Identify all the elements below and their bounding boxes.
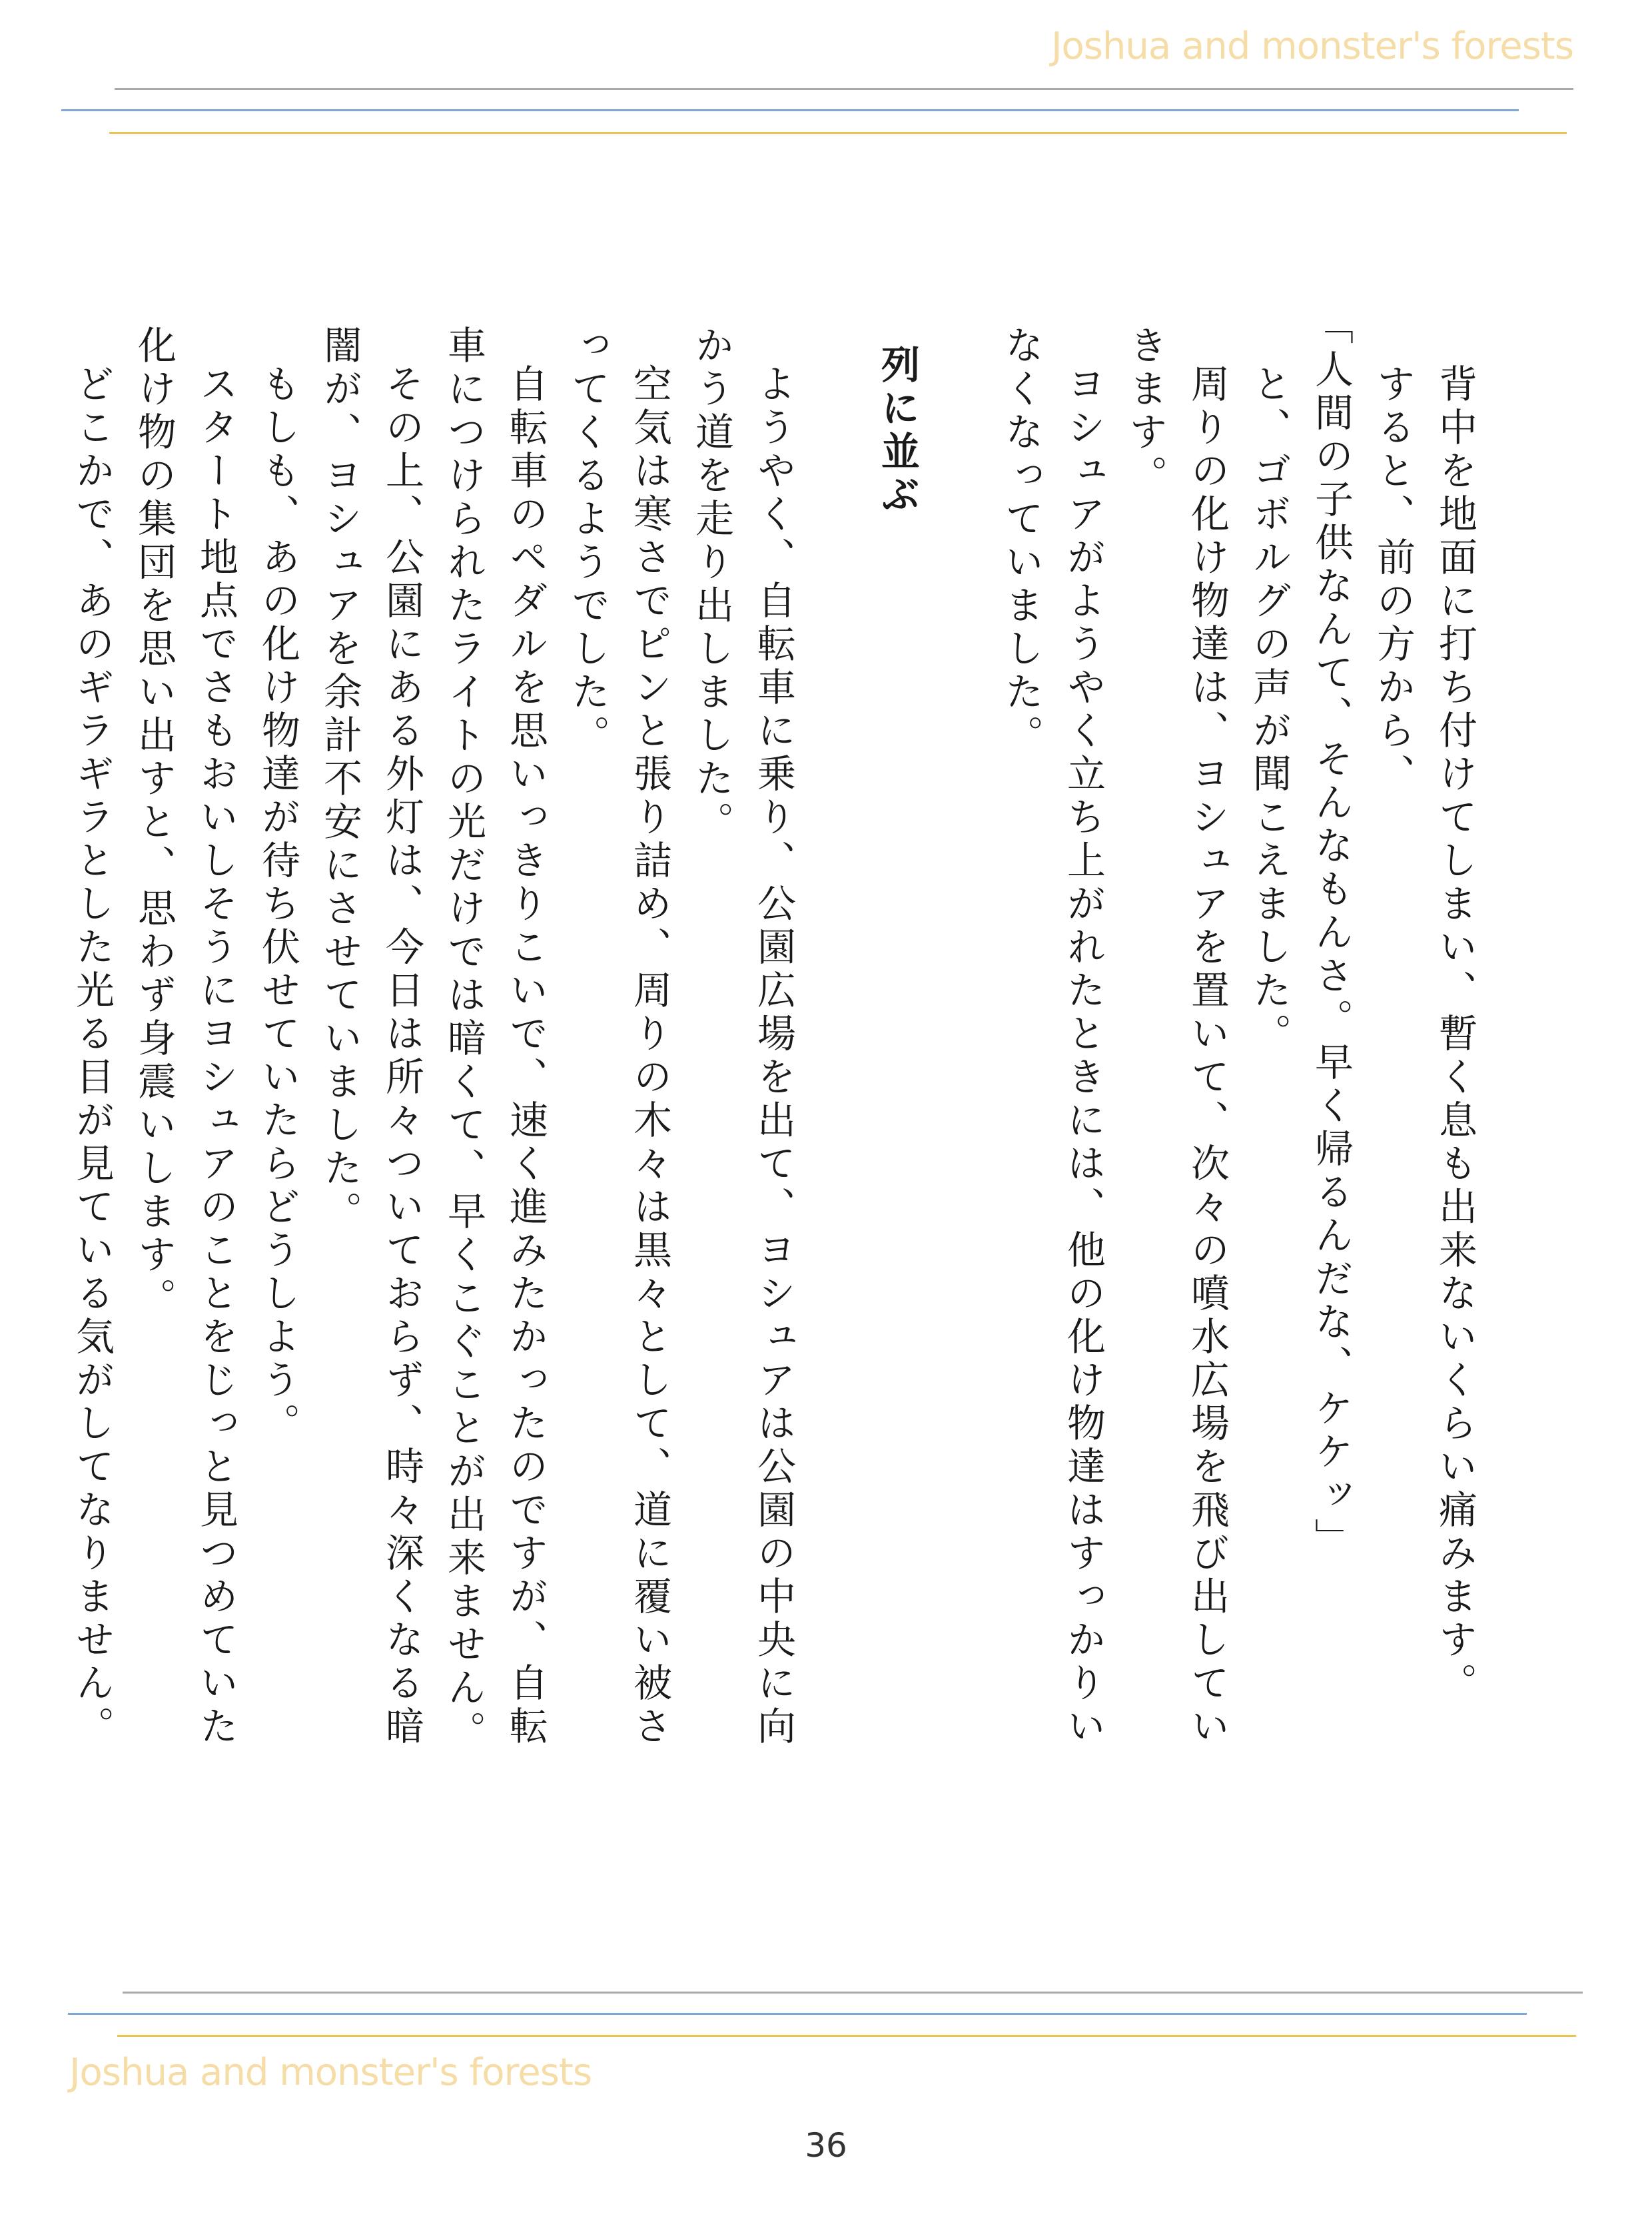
paragraph: と、ゴボルグの声が聞こえました。 xyxy=(1246,364,1292,1056)
paragraph: どこかで、あのギラギラとした光る目が見ている気がしてなりません。 xyxy=(69,364,115,1749)
header-title: Joshua and monster's forests xyxy=(1050,25,1573,68)
paragraph: ヨシュアがようやく立ち上がれたときには、他の化け物達はすっかりいなくなっていました。 xyxy=(999,325,1106,1749)
footer-rule-blue xyxy=(68,2013,1527,2015)
header-rule-blue xyxy=(61,109,1519,111)
footer-rule-gray xyxy=(123,1992,1583,1994)
paragraph: 周りの化け物達は、ヨシュアを置いて、次々の噴水広場を飛び出していきます。 xyxy=(1122,325,1230,1749)
paragraph: 背中を地面に打ち付けてしまい、暫く息も出来ないくらい痛みます。 xyxy=(1432,364,1477,1706)
body-text xyxy=(69,306,1485,1784)
blank-line xyxy=(804,325,866,1784)
footer-rule-gold xyxy=(117,2035,1576,2037)
paragraph: その上、公園にある外灯は、今日は所々ついておらず、時々深くなる暗闇が、ヨシュアを余計不安にさせていました。 xyxy=(317,325,424,1749)
page-number: 36 xyxy=(805,2126,847,2165)
paragraph: スタート地点でさもおいしそうにヨシュアのことをじっと見つめていた化け物の集団を思い出すと、思わず身震いします。 xyxy=(131,325,238,1749)
paragraph: ようやく、自転車に乗り、公園広場を出て、ヨシュアは公園の中央に向かう道を走り出しました。 xyxy=(689,325,796,1749)
paragraph: もしも、あの化け物達が待ち伏せていたらどうしよう。 xyxy=(255,364,300,1446)
section-heading: 列に並ぶ xyxy=(875,344,920,518)
blank-line xyxy=(928,325,990,1784)
header-rule-gray xyxy=(115,88,1573,90)
paragraph: 空気は寒さでピンと張り詰め、周りの木々は黒々として、道に覆い被さってくるようでした。 xyxy=(565,325,672,1749)
paragraph: すると、前の方から、 xyxy=(1370,364,1416,797)
dialogue: 「人間の子供なんて、そんなもんさ。早く帰るんだな、ケケッ」 xyxy=(1308,306,1354,1561)
paragraph: 自転車のペダルを思いっきりこいで、速く進みたかったのですが、自転車につけられたライトの光だけでは暗くて、早くこぐことが出来ません。 xyxy=(441,325,548,1754)
footer-title: Joshua and monster's forests xyxy=(69,2051,592,2094)
header-rule-gold xyxy=(109,132,1567,134)
